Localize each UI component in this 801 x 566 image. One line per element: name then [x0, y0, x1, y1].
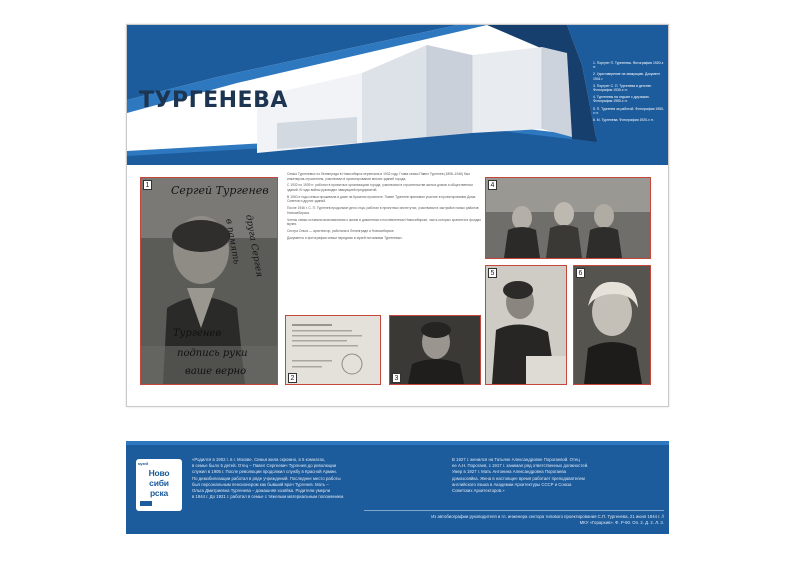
signature-line: подпись руки: [177, 348, 248, 359]
woman-image: [574, 266, 650, 384]
logo-word: Ново: [148, 468, 170, 478]
quote-line: В 1927 г. женился на Татьяне Александровне Порогаевой. Отец: [452, 457, 580, 462]
quote-column-right: [452, 457, 660, 494]
body-paragraph: После 1946 г. С. П. Тургенев продолжил дело отца, работал в проектных институтах, участвовал в застройке новых районов Новосибирска.: [287, 206, 479, 215]
photo-group: [485, 177, 651, 259]
body-paragraph: Семья Тургеневых из Ленинграда в Новосибирск переехала в 1932 году. Глава семьи Павел Тургенев (1898–1946) был инженером-строителем, участвовал в проектировании многих зданий города.: [287, 172, 471, 181]
photo-number: 3: [392, 373, 401, 383]
legend-item: 3. Портрет С. П. Тургенева в детстве. Фотография 1930-х гг.: [593, 83, 652, 93]
logo-mark: [136, 459, 182, 511]
legend-item: 6. М. Тургенева. Фотография 1920-х гг.: [593, 118, 654, 123]
body-paragraph: Члены семьи оставили воспоминания о жизни в довоенном и послевоенном Новосибирске, часть которых хранится в фондах музея.: [287, 217, 481, 227]
photo-number: 6: [576, 268, 585, 278]
signature-line: в память: [223, 218, 242, 266]
legend-item: 5. П. Тургенев за работой. Фотография 1950-х гг.: [593, 106, 665, 115]
photo-number: 5: [488, 268, 497, 278]
legend-item: 2. Удостоверение на эвакуацию. Документ 1941 г.: [593, 72, 661, 81]
photo-document: [285, 315, 381, 385]
quote-line: в 1944 г. До 1921 г. работал в семье с тяжелым материальным положением.: [192, 494, 345, 500]
quote-line: в семье было 5 детей. Отец – Павел Сергеевич Тургенев до революции: [192, 463, 337, 469]
banner-stripe: [126, 441, 669, 445]
photo-number: 4: [488, 180, 497, 190]
child-image: [390, 316, 480, 384]
exhibition-poster: [126, 24, 669, 407]
body-paragraph: Документы и фотографии семьи переданы в музей потомками Тургеневых.: [287, 235, 403, 240]
body-paragraph: С 1932 по 1939 гг. работал в проектных организациях города, участвовал в строительстве жилых домов и общественных зданий. В годы войны руководил эвакуацией предприятий.: [287, 183, 474, 192]
poster-header: [127, 25, 669, 165]
quote-line: Умер в 1927 г. Мать Антонина Александровна Порогаева: [452, 469, 566, 475]
title-surname: ТУРГЕНЕВА: [139, 88, 288, 113]
photo-woman: [573, 265, 651, 385]
body-text: [287, 172, 482, 312]
group-image: [486, 178, 650, 258]
quote-column-left: [192, 457, 406, 500]
signature-line: ваше верно: [185, 366, 247, 377]
document-image: [286, 316, 380, 384]
title-family: Семья: [139, 73, 185, 88]
quote-line: служил в 1905 г. После революции продолжил службу в Красной Армии.: [192, 469, 337, 475]
source-credit: [364, 514, 664, 526]
quote-line: был персональным пенсионером как бывший врач Тургенев. Мать –: [192, 481, 329, 487]
credit-line: Из автобиографии руководителя и гл. инженера сектора типового проектирования С.П. Тургенева, 21 июня 1944 г. //: [431, 514, 664, 519]
body-paragraph: В 1940-е годы семья проживала в доме на Красном проспекте. Павел Тургенев принимал участие в проектировании Дома Советов и других зданий.: [287, 194, 476, 204]
quote-line: Ольга Дмитриевна Тургенева – домашняя хозяйка. Родители умерли: [192, 488, 331, 494]
photo-legend: [593, 61, 665, 161]
legend-item: 1. Портрет П. Тургенева. Фотография 1920-х гг.: [593, 61, 664, 70]
photo-number: 1: [143, 180, 152, 190]
photo-number: 2: [288, 373, 297, 383]
photo-child: [389, 315, 481, 385]
credit-line: МКУ «Горархив». Ф. Р-90. Оп. 2. Д. 2. Л. 3.: [579, 520, 664, 525]
quote-line: По демобилизации работал в ряде учреждений. Последнее место работы: [192, 475, 341, 481]
body-paragraph: Сестра Ольга — архитектор, работала в Ленинграде и Новосибирске.: [287, 228, 395, 233]
legend-item: 4. Тургеневы на отдыхе с друзьями. Фотография 1950-х гг.: [593, 95, 650, 104]
quote-line: «Родился в 1902 г. в г. Москве. Семья жила скромно, в 5 комнатах,: [192, 457, 326, 462]
banner-divider: [364, 510, 664, 511]
logo-word: сиби: [149, 478, 169, 488]
photo-man-writing: [485, 265, 567, 385]
photo-portrait-signed: [140, 177, 278, 385]
logo-word: рска: [149, 488, 169, 498]
museum-logo: [136, 459, 182, 511]
man-writing-image: [486, 266, 566, 384]
logo-tag: музей: [138, 462, 149, 466]
quote-line: английского языка в Академии Архитектуры СССР и Союза: [452, 481, 572, 487]
quote-banner: [126, 441, 669, 534]
quote-line: Советских Архитекторов.»: [452, 488, 505, 494]
quote-line: домохозяйка. Жена в настоящее время работает преподавателем: [452, 475, 585, 481]
signature-line: Сергей Тургенев: [171, 184, 269, 197]
signature-line: друга Сергея: [243, 214, 264, 279]
quote-line: ее А.Н. Порогаев, с 1917 г. занимал ряд ответственных должностей.: [452, 463, 589, 469]
signature-line: Тургенев: [173, 328, 222, 339]
